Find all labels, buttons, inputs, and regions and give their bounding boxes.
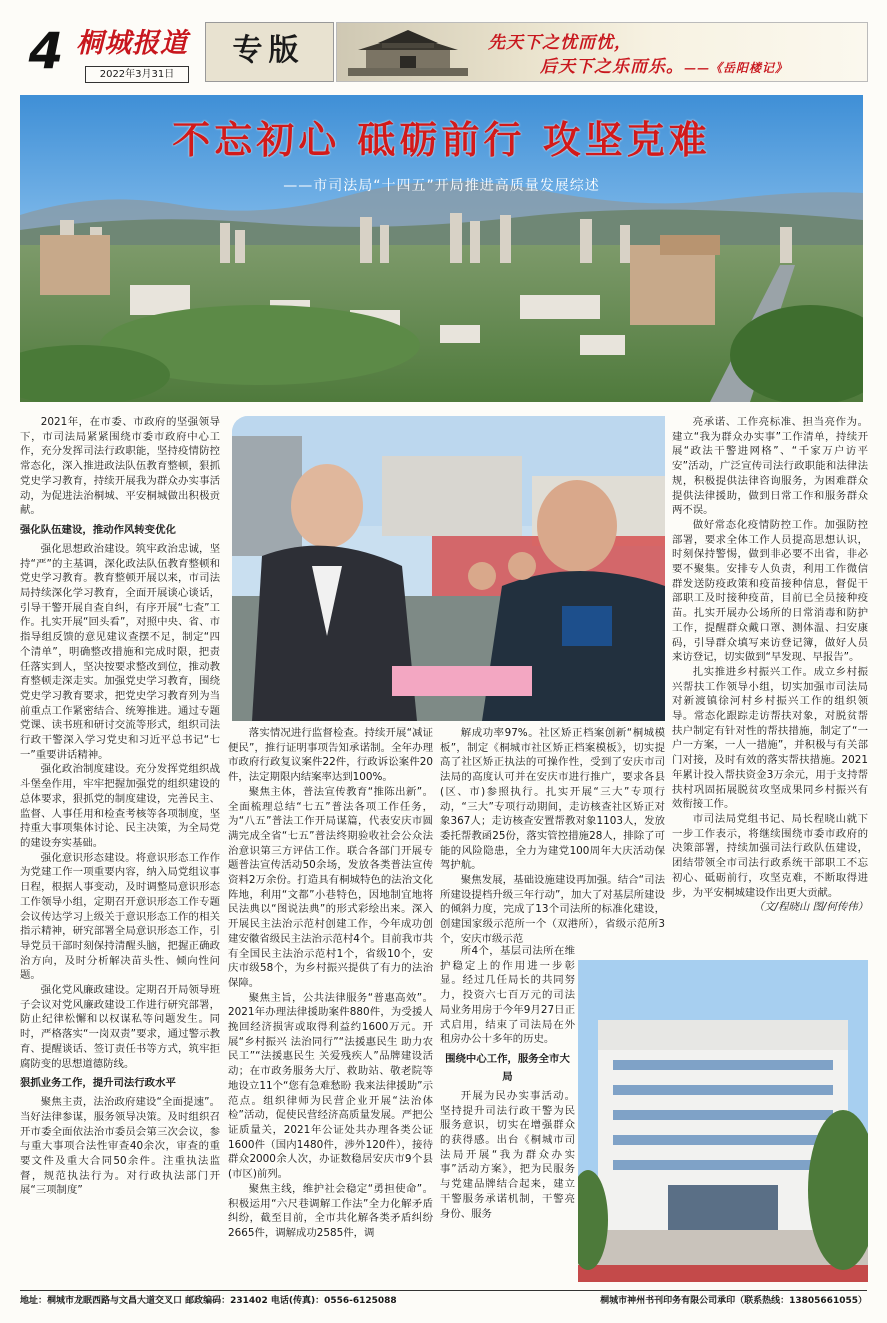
article-paragraph: 做好常态化疫情防控工作。加强防控部署，要求全体工作人员提高思想认识，时刻保持警惕，做到非必要不出省，非必要不聚集。安排专人负责，利用工作微信群发送防疫政策和疫苗接种信息，督促干部职工及时接种疫苗，目前已全员接种疫苗。扎实开展办公场所的日常消毒和防护工作，提醒群众戴口罩、测体温、扫安康码，引导群众填写来访登记簿，做好人员来访登记，切实做到“早发现、早报告”。: [672, 518, 868, 664]
quote-line-1: 先天下之忧而忧，: [488, 33, 632, 53]
article-paragraph: 扎实推进乡村振兴工作。成立乡村振兴帮扶工作领导小组，切实加强市司法局对新渡镇徐河村乡村振兴工作的组织领导。常态化跟踪走访帮扶对象，对脱贫帮扶户制定有针对性的帮扶措施，制定了“一户一方案，一人一措施”，并积极与有关部门对接，及时有效的落实帮扶措施。2021年累计投入帮扶资金3万余元，用于支持帮扶村巩固拓展脱贫攻坚成果同乡村振兴有效衔接工作。: [672, 665, 868, 811]
footer-address: 地址：桐城市龙眠西路与文昌大道交叉口 邮政编码：231402 电话(传真)：0556-6125088: [20, 1296, 397, 1306]
article-paragraph: 亮承诺、工作亮标准、担当亮作为。建立“我为群众办实事”工作清单，持续开展“政法干警进网格”、“千家万户访平安”活动，广泛宣传司法行政职能和法律法规，积极提供法律咨询服务，为困难群众提供法律援助，做到日常工作和服务群众两不误。: [672, 416, 868, 517]
subheadline: ——市司法局“十四五”开局推进高质量发展综述: [283, 178, 600, 194]
legal-publicity-photo: [232, 416, 665, 721]
article-paragraph: 2021年，在市委、市政府的坚强领导下，市司法局紧紧围绕市委市政府中心工作，充分发挥司法行政职能，坚持疫情防控常态化，深入推进政法队伍教育整顿，狠抓党史学习教育，持续开展我为群众办实事活动，为促进法治桐城、平安桐城做出积极贡献。: [20, 416, 220, 517]
article-paragraph: 所4个，基层司法所在维护稳定上的作用进一步彰显。经过几任局长的共同努力，投资六七百万元的司法局业务用房于今年9月27日正式启用，结束了司法局在外租房办公十多年的历史。: [440, 945, 575, 1046]
section-heading: 强化队伍建设，推动作风转变优化: [20, 523, 176, 536]
article-paragraph: 聚焦主旨，公共法律服务“普惠高效”。2021年办理法律援助案件880件，为受援人挽回经济损害或取得利益约1600万元。开展“乡村振兴 法治同行”“法援惠民生 助力农民工”“法援惠民生 关爱残疾人”品牌建设活动；在市政务服务大厅、救助站、敬老院等地设立11个“您有急难愁盼 我来法律援助”示范点。组织律师为民营企业开展“法治体检”活动，促使民营经济高质量发展。严把公证质量关，2021年公证处共办理各类公证1600件（国内1480件，涉外120件），接待群众2000余人次，办证数稳居安庆市9个县(市区)前列。: [228, 991, 433, 1181]
article-column-1: [20, 415, 220, 1295]
article-column-3b: [440, 944, 575, 1284]
footer-printer: 桐城市神州书刊印务有限公司承印（联系热线：13805661055）: [600, 1296, 867, 1306]
article-byline: （文/程晓山 图/何传伟）: [753, 901, 868, 914]
page-number: 4: [28, 22, 64, 80]
article-paragraph: 强化思想政治建设。筑牢政治忠诚，坚持“严”的主基调，深化政法队伍教育整顿和党史学习教育。教育整顿开展以来，市司法局持续深化学习教育，全面开展谈心谈话，引导干警开展自查自纠，有序开展“七查”工作。扎实开展“回头看”，对照中央、省、市指导组反馈的意见建议查摆不足，制定“四个清单”，明确整改措施和完成时限，把责任落实到人，坚决按要求整改到位，推动教育整顿走深走实。加强党史学习教育，围绕党史学习教育要求，把党史学习教育列为当前重点工作紧密结合、统筹推进。通过专题党课、读书班和研讨交流等形式，组织司法行政干警深入学习党史和习近平总书记“七一”重要讲话精神。: [20, 542, 220, 761]
paper-name: 桐城报道: [76, 28, 188, 59]
section-title: 专版: [232, 33, 305, 68]
article-paragraph: 聚焦主线，维护社会稳定“勇担使命”。积极运用“六尺巷调解工作法”全力化解矛盾纠纷，截至目前，全市共化解各类矛盾纠纷2665件，调解成功2585件，调: [228, 1182, 433, 1239]
quote-line-2: [540, 52, 860, 76]
article-paragraph: 市司法局党组书记、局长程晓山就下一步工作表示，将继续围绕市委市政府的决策部署，持续加强司法行政队伍建设，团结带领全市司法行政系统干部职工不忘初心、砥砺前行，攻坚克难，不断取得进步，为平安桐城建设作出更大贡献。: [672, 812, 868, 899]
article-paragraph: 聚焦发展，基础设施建设再加强。结合“司法所建设提档升级三年行动”，加大了对基层所建设的倾斜力度，完成了13个司法所的标准化建设，创建国家级示范所一个（双港所），省级示范所3个，安庆市级示范: [440, 874, 665, 944]
justice-bureau-building-photo: [578, 960, 868, 1282]
article-paragraph: 强化政治制度建设。充分发挥党组织战斗堡垒作用，牢牢把握加强党的组织建设的总体要求，狠抓党的制度建设，完善民主、监督、人事任用和检查考核等各项制度，坚持重大事项集体讨论、民主决策，为全局党的建设夯实基础。: [20, 763, 220, 849]
article-column-3: [440, 726, 665, 944]
quote-line-2-text: 后天下之乐而乐。: [540, 57, 684, 77]
article-column-2: [228, 726, 433, 1296]
article-paragraph: 强化意识形态建设。将意识形态工作作为党建工作一项重要内容，纳入局党组议事日程，根据人事变动，及时调整局意识形态工作领导小组，定期召开意识形态工作专题会议传达学习上级关于意识形态工作的相关指示精神，研究部署全局意识形态工作，引导党员干部时刻保持清醒头脑，把握正确政治方向，及时分析解决苗头性、倾向性问题。: [20, 851, 220, 982]
section-heading: 围绕中心工作，服务全市大局: [445, 1052, 570, 1083]
article-paragraph: 聚焦主责，法治政府建设“全面提速”。当好法律参谋，服务领导决策。及时组织召开市委全面依法治市委员会第三次会议，参与重大事项合法性审查40余次，审查的重要文件及重大合同50余件。注重执法监督，规范执法行为。对行政执法部门开展“三项制度”: [20, 1096, 220, 1197]
article-paragraph: 强化党风廉政建设。定期召开局领导班子会议对党风廉政建设工作进行研究部署，防止纪律松懈和以权谋私等问题发生。同时，严格落实“一岗双责”要求，通过警示教育、提醒谈话、签订责任书等方式，筑牢拒腐防变的思想道德防线。: [20, 984, 220, 1070]
section-heading: 狠抓业务工作，提升司法行政水平: [20, 1077, 176, 1090]
article-paragraph: 落实情况进行监督检查。持续开展“减证便民”，推行证明事项告知承诺制。全年办理市政府行政复议案件22件，行政诉讼案件20件，法定期限内结案率达到100%。: [228, 727, 433, 784]
footer-divider: [20, 1290, 867, 1291]
article-paragraph: 解成功率97%。社区矫正档案创新“桐城模板”，制定《桐城市社区矫正档案模板》，切实提高了社区矫正执法的可操作性，受到了安庆市司法局的高度认可并在安庆市进行推广，要求各县(区、市)参照执行。扎实开展“三大”专项行动，“三大”专项行动期间，走访核查社区矫正对象367人；走访核查安置帮教对象1103人，发放委托帮教函25份，落实管控措施28人，排除了可能的风险隐患，全力为建党100周年大庆活动保驾护航。: [440, 727, 665, 872]
article-paragraph: 聚焦主体，普法宣传教育“推陈出新”。全面梳理总结“七五”普法各项工作任务，为“八五”普法工作开局谋篇，代表安庆市圆满完成全省“七五”普法终期验收社会公众法治意识第三方评估工作。联合各部门开展专题普法宣传活动50余场，发放各类普法宣传资料2万余份。打造具有桐城特色的法治文化阵地，利用“文都”小巷特色，因地制宜地将民法典以“图说法典”的形式彩绘出来。深入开展民主法治示范村创建工作，今年成功创建安徽省级民主法治示范村4个。目前我市共有全国民主法治示范村1个，省级10个，安庆市级58个，为乡村振兴提供了有力的法治保障。: [228, 785, 433, 989]
article-column-4: [672, 415, 868, 960]
ancient-gate-illustration: [348, 30, 468, 76]
issue-date: 2022年3月31日: [85, 66, 189, 83]
headline: 不忘初心 砥砺前行 攻坚克难: [172, 117, 711, 162]
article-paragraph: 开展为民办实事活动。坚持提升司法行政干警为民服务意识，切实在增强群众的获得感。出台《桐城市司法局开展“我为群众办实事”活动方案》，把为民服务与党建品牌结合起来，建立干警服务承诺机制，干警亮身份、服务: [440, 1089, 575, 1220]
quote-source: ——《岳阳楼记》: [684, 61, 789, 75]
